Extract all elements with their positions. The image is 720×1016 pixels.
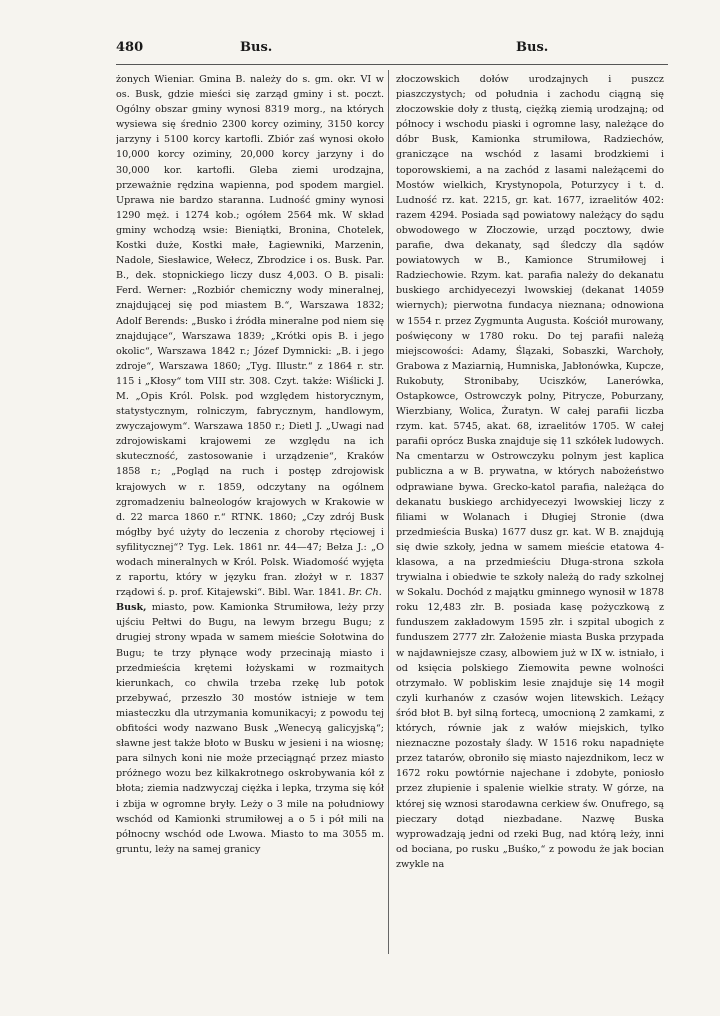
entry-busko-text: żonych Wieniar. Gmina B. należy do s. gm. okr. VI w os. Busk, gdzie mieści się zarząd gminy i st. poczt. Ogólny obszar gminy wynosi 8319 morg., na których wysiewa się średnio 2300 korcy oziminy, 3150 korcy jarzyny i 5100 korcy kartofli. Zbiór zaś wynosi około 10,000 korcy oziminy, 20,000 korcy jarzyny i do 30,000 kor. kartofli. Gleba ziemi urodzajna, przeważnie rędzina wapienna, pod spodem margiel. Uprawa nie bardzo staranna. Ludność gminy wynosi 1290 męż. i 1274 kob.; ogółem 2564 mk. W skład gminy wchodzą wsie: Bieniątki, Bronina, Chotelek, Kostki duże, Kostki małe, Łagiewniki, Marzenin, Nadole, Siesławice, Wełecz, Zbrodzice i os. Busk. Par. B., dek. stopnickiego liczy dusz 4,003. O B. pisali: Ferd. Werner: „Rozbiór chemiczny wody mineralnej, znajdującej się pod miastem B.“, Warszawa 1832; Adolf Berends: „Busko i źródła mineralne pod niem się znajdujące“, Warszawa 1839; „Krótki opis B. i jego okolic“, Warszawa 1842 r.; Józef Dymnicki: „B. i jego zdroje“, Warszawa 1860; „Tyg. Illustr.“ z 1864 r. str. 115 i „Kłosy“ tom VIII str. 308. Czyt. także: Wiślicki J. M. „Opis Król. Polsk. pod względem historycznym, statystycznym, rolniczym, fabrycznym, handlowym, zwyczajowym“. Warszawa 1850 r.; Dietl J. „Uwagi nad zdrojowiskami krajowemi ze względu na ich skuteczność, zastosowanie i urządzenie“, Kraków 1858 r.; „Pogląd na ruch i postęp zdrojowisk krajowych w r. 1859, odczytany na ogólnem zgromadzeniu balneologów krajowych w Krakowie w d. 22 marca 1860 r.“ RTNK. 1860; „Czy zdrój Busk mógłby być użyty do leczenia z choroby rtęciowej i syfilitycznej“? Tyg. Lek. 1861 nr. 44—47; Bełza J.: „O wodach mineralnych w Król. Polsk. Wiadomość wyjęta z raportu, który w języku fran. złożył w r. 1837 rządowi ś. p. prof. Kitajewski“. Bibl. War. 1841. (116, 74, 384, 599)
entry-busk-text: miasto, pow. Kamionka Strumiłowa, leży przy ujściu Pełtwi do Bugu, na lewym brzegu Bugu; z drugiej strony wpada w samem mieście Sołotwina do Bugu; te trzy płynące wody przecinają miasto i przedmieścia krętemi łożyskami w rozmaitych kierunkach, co chwila trzeba rzekę lub potok przebywać, przeszło 30 mostów istnieje w tem miasteczku dla utrzymania komunikacyi; z powodu tej obfitości wody nazwano Busk „Wenecyą galicyjską“; sławne jest także błoto w Busku w jesieni i na wiosnę; para silnych koni nie może przeciągnąć przez miasto próżnego wozu bez kilkakrotnego oskrobywania kół z błota; ziemia nadzwyczaj ciężka i lepka, trzyma się kół i zbija w ogromne bryły. Leży o 3 mile na południowy wschód od Kamionki strumiłowej a o 5 i pół mili na północny wschód ode Lwowa. Miasto to ma 3055 m. gruntu, leży na samej granicy (116, 602, 384, 855)
right-column (396, 72, 664, 954)
entry-busk-headword: Busk, (116, 602, 147, 614)
entry-busk (116, 600, 384, 857)
left-column (116, 72, 384, 954)
page-header (116, 40, 668, 60)
entry-busk-continuation: złoczowskich dołów urodzajnych i puszcz piaszczystych; od południa i zachodu ciągną się złoczowskie doły z tłustą, ciężką ziemią urodzajną; od północy i wschodu piaski i ogromne lasy, należące do dóbr Busk, Kamionka strumiłowa, Radziechów, graniczące na wschód z lasami brodzkiemi i toporowskiemi, a na zachód z lasami należącemi do Mostów wielkich, Krystynopola, Poturzycy i t. d. Ludność rz. kat. 2215, gr. kat. 1677, izraelitów 402: razem 4294. Posiada sąd powiatowy należący do sądu obwodowego w Złoczowie, urząd pocztowy, dwie parafie, dwa dekanaty, sąd śledczy dla sądów powiatowych w B., Kamionce Strumiłowej i Radziechowie. Rzym. kat. parafia należy do dekanatu buskiego archidyecezyi lwowskiej (dekanat 14059 wiernych); pierwotna fundacya nieznana; odnowiona w 1554 r. przez Zygmunta Augusta. Kościół murowany, poświęcony w 1780 roku. Do tej parafii należą miejscowości: Adamy, Ślązaki, Sobaszki, Warchoły, Grabowa z Maziarnią, Humniska, Jabłonówka, Kupcze, Rukobuty, Stronibaby, Uciszków, Lanerówka, Ostapkowce, Ostrowczyk polny, Pitrycze, Poburzany, Wierzbiany, Wolica, Żuratyn. W całej parafii liczba rzym. kat. 5745, akat. 68, izraelitów 1705. W całej parafii oprócz Buska znajduje się 11 szkółek ludowych. Na cmentarzu w Ostrowczyku polnym jest kaplica publiczna a w B. prywatna, w których nabożeństwo odprawiane bywa. Grecko-katol parafia, należąca do dekanatu buskiego archidyecezyi lwowskiej liczy z filiami w Wolanach i Długiej Stronie (dwa przedmieścia Buska) 1677 dusz gr. kat. W B. znajdują się dwie szkoły, jedna w samem mieście etatowa 4-klasowa, a na przedmieściu Długa-strona szkoła trywialna i obiedwie te szkoły należą do rady szkolnej w Sokalu. Dochód z majątku gminnego wynosił w 1878 roku 12,483 złr. B. posiada kasę pożyczkową z funduszem zakładowym 1595 złr. i szpital ubogich z funduszem 2777 złr. Założenie miasta Buska przypada w najdawniejsze czasy, albowiem już w IX w. istniało, i od księcia polskiego Ziemowita pewne wolności otrzymało. W pobliskim lesie znajduje się 14 mogił czyli kurhanów z czasów wojen litewskich. Leżący śród błot B. był silną fortecą, umocnioną 2 zamkami, z których, równie jak z wałów miejskich, tylko nieznaczne pozostały ślady. W 1516 roku napadnięte przez tatarów, obroniło się miasto najezdnikom, lecz w 1672 roku powtórnie najechane i zdobyte, poniosło przez złupienie i spalenie wielkie straty. W górze, na której się wznosi starodawna cerkiew św. Onufrego, są pieczary dotąd niezbadane. Nazwę Buska wyprowadzają jedni od rzeki Bug, nad którą leży, inni od bociana, po rusku „Buśko,“ z powodu że jak bocian zwykle na (396, 74, 664, 870)
right-running-headword: Bus. (516, 40, 549, 55)
header-rule (116, 64, 668, 65)
column-divider (388, 70, 389, 954)
page-number: 480 (116, 40, 144, 55)
left-running-headword: Bus. (240, 40, 273, 55)
entry-author-signature: Br. Ch. (348, 587, 382, 599)
entry-busko-continuation (116, 72, 384, 600)
